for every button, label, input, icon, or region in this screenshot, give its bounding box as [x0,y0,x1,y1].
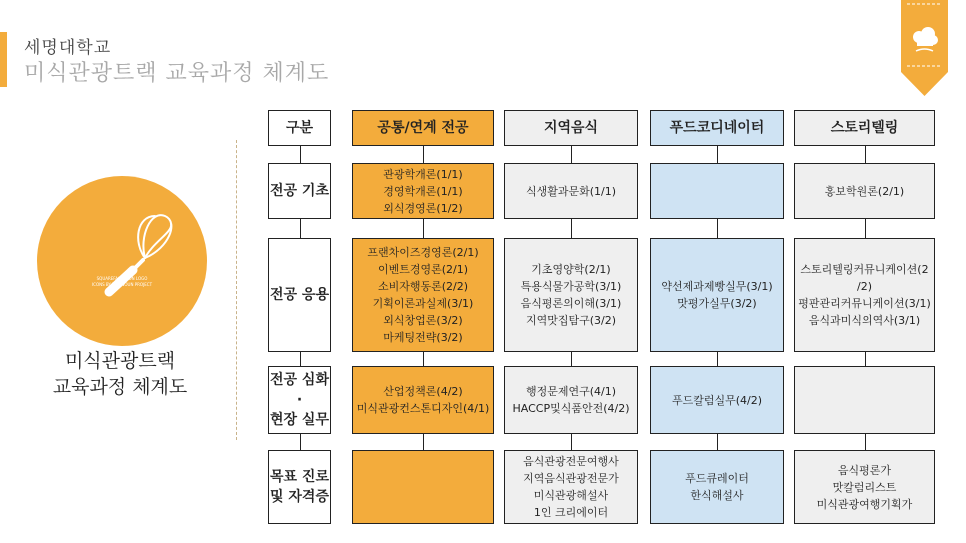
table-cell [650,238,784,352]
side-title: 미식관광트랙 교육과정 체계도 [52,350,188,398]
table-cell [504,238,638,352]
table-cell [504,163,638,219]
cell-text: 홍보학원론(2/1) [824,184,905,198]
whisk-icon [37,176,207,346]
cell-text: 경영학개론(1/1) [383,184,463,198]
row-label-text: 목표 진로 [270,469,329,485]
connector-line [865,219,866,238]
cell-text: 맛칼럼리스트 [832,480,897,494]
table-cell [794,163,935,219]
logo-caption: SQUAREFACE ICON LOGO ICONS BY THE NOUN PROJECT [91,276,153,287]
column-header: 스토리텔링 [794,110,935,146]
connector-line [571,219,572,238]
cell-text: 행정문제연구(4/1) [525,385,617,398]
cell-text: 기획이론과실제(3/1) [372,297,474,310]
cell-text: 식생활과문화(1/1) [525,184,617,198]
table-cell [794,450,935,524]
cell-text: 프랜차이즈경영론(2/1) [367,246,479,259]
table-cell [352,238,494,352]
connector-line [423,146,424,163]
section-divider [236,140,237,440]
connector-line [423,352,424,366]
table-cell [504,450,638,524]
row-label [268,163,331,219]
table-cell [650,163,784,219]
cell-text: 관광학개론(1/1) [383,167,463,181]
cell-text: 음식과미식의역사(3/1) [808,314,921,327]
cell-text: 외식창업론(3/2) [383,314,463,327]
table-cell [650,450,784,524]
cell-text: 산업정책론(4/2) [383,385,463,398]
column-header: 공통/연계 전공 [352,110,494,146]
column-header: 구분 [268,110,331,146]
cell-text: 맛평가실무(3/2) [677,297,757,310]
connector-line [300,146,301,163]
connector-line [717,219,718,238]
cell-text: 평판관리커뮤니케이션(3/1) [798,297,931,310]
table-cell [352,450,494,524]
row-label-text: 및 자격증 [270,489,329,505]
chef-hat-icon [901,0,948,96]
connector-line [865,146,866,163]
connector-line [300,434,301,450]
row-label-text: 전공 응용 [270,287,329,303]
cell-text: 마케팅전략(3/2) [383,331,463,344]
cell-text: 기초영양학(2/1) [531,263,611,276]
connector-line [423,434,424,450]
cell-text: 약선제과제빵실무(3/1) [661,280,773,293]
row-label-text: 전공 기초 [270,183,329,199]
connector-line [717,352,718,366]
cell-text: 지역음식관광전문가 [523,472,619,485]
row-label-text: 전공 심화 [270,372,329,388]
cell-text: 특용식물가공학(3/1) [520,280,622,293]
connector-line [571,352,572,366]
cell-text: 미식관광여행기획가 [816,497,913,511]
column-header: 푸드코디네이터 [650,110,784,146]
connector-line [423,219,424,238]
connector-line [571,434,572,450]
table-cell [352,163,494,219]
cell-text: 외식경영론(1/2) [383,201,463,215]
table-cell [794,366,935,434]
connector-line [865,352,866,366]
cell-text: 스토리텔링커뮤니케이션(2 [800,263,929,276]
table-cell [504,366,638,434]
connector-line [571,146,572,163]
cell-text: 지역맛집탐구(3/2) [525,314,617,327]
table-cell [352,366,494,434]
cell-text: 음식관광전문여행사 [523,455,619,468]
cell-text: 미식관광컨스톤디자인(4/1) [356,402,490,415]
row-label [268,450,331,524]
connector-line [300,219,301,238]
logo-circle [37,176,207,346]
row-label-text: · [296,392,303,408]
column-header: 지역음식 [504,110,638,146]
row-label [268,366,331,434]
cell-text: 미식관광해설사 [533,489,609,502]
cell-text: 한식해설사 [690,489,744,502]
table-cell [794,238,935,352]
cell-text: /2) [857,280,872,293]
page-title: 미식관광트랙 교육과정 체계도 [24,61,330,86]
connector-line [717,434,718,450]
row-label [268,238,331,352]
cell-text: 푸드칼럼실무(4/2) [671,393,763,407]
connector-line [717,146,718,163]
cell-text: 1인 크리에이터 [533,506,609,519]
cell-text: 음식평론가 [837,463,892,477]
header-subtitle: 세명대학교 [24,38,112,58]
cell-text: HACCP및식품안전(4/2) [512,402,630,415]
connector-line [300,352,301,366]
cell-text: 음식평론의이해(3/1) [520,297,622,310]
cell-text: 푸드큐레이터 [685,472,749,485]
cell-text: 소비자행동론(2/2) [377,280,469,293]
connector-line [865,434,866,450]
row-label-text: 현장 실무 [270,412,329,428]
accent-bar [0,32,7,87]
cell-text: 이벤트경영론(2/1) [377,263,469,276]
table-cell [650,366,784,434]
